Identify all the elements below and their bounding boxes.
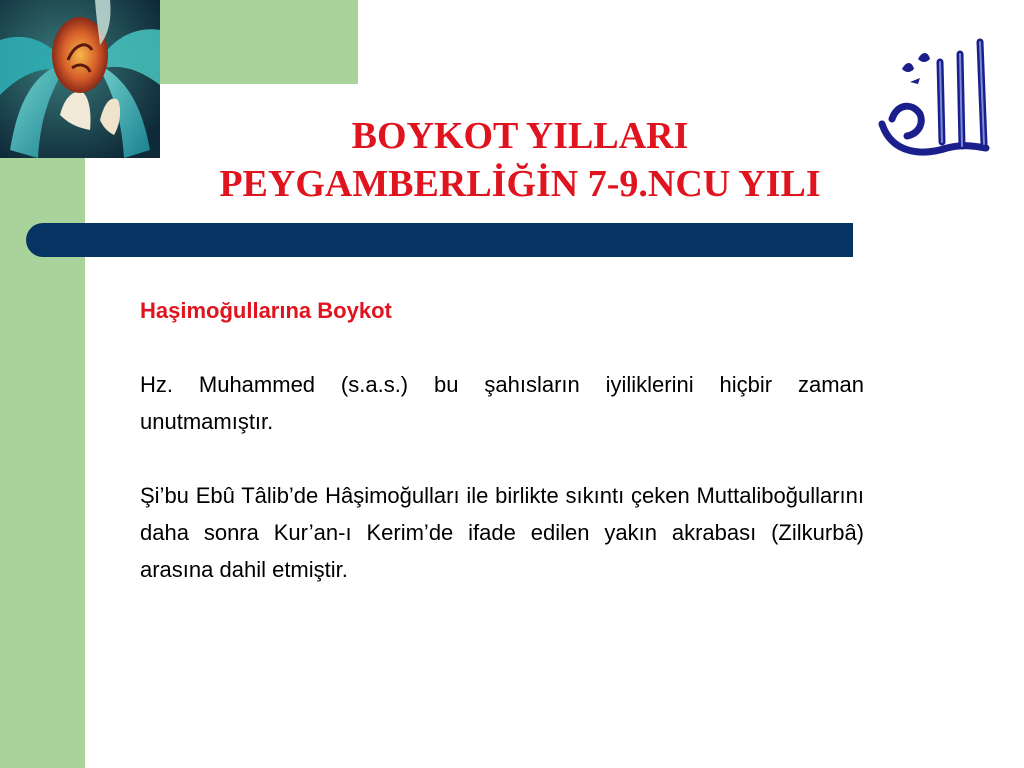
section-heading: Haşimoğullarına Boykot bbox=[140, 298, 392, 323]
slide-body bbox=[140, 292, 864, 588]
slide-title bbox=[150, 112, 890, 208]
body-paragraph-2: Şi’bu Ebû Tâlib’de Hâşimoğulları ile birlikte sıkıntı çeken Muttaliboğullarını daha sonra Kur’an-ı Kerim’de ifade edilen yakın akrabası (Zilkurbâ) arasına dahil etmiştir. bbox=[140, 483, 864, 582]
title-divider-bar bbox=[26, 223, 853, 257]
title-line-2: PEYGAMBERLİĞİN 7-9.NCU YILI bbox=[219, 163, 821, 205]
body-paragraph-1: Hz. Muhammed (s.a.s.) bu şahısların iyiliklerini hiçbir zaman unutmamıştır. bbox=[140, 372, 864, 434]
title-line-1: BOYKOT YILLARI bbox=[351, 115, 689, 157]
floral-calligraphy-image bbox=[0, 0, 160, 158]
